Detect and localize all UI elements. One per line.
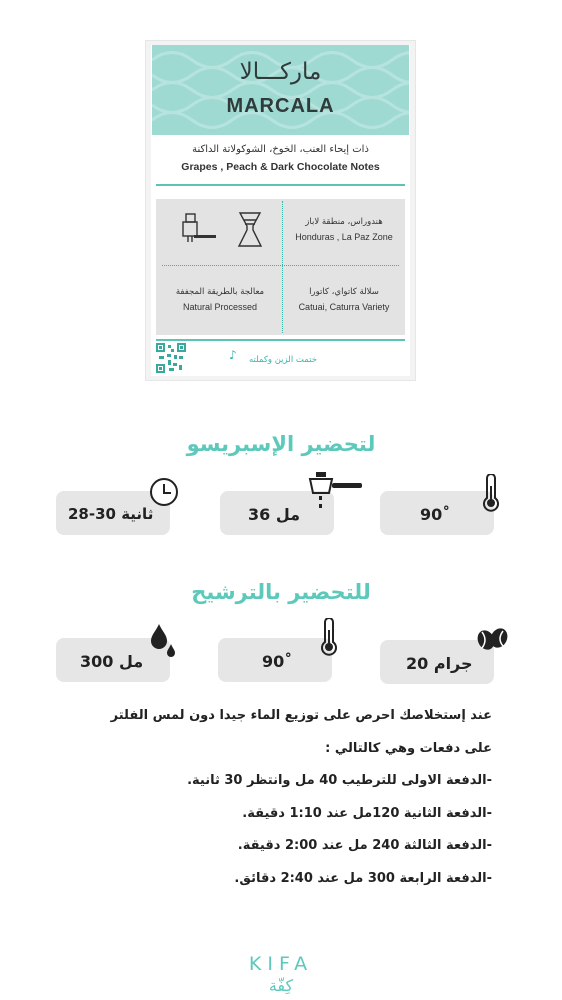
espresso-section-title: لتحضير الإسبريسو [186, 432, 376, 456]
brewing-instructions [32, 700, 492, 895]
brand-logo-english: KIFA [248, 953, 314, 975]
tasting-notes-english: Grapes , Peach & Dark Chocolate Notes [181, 161, 380, 173]
brand-logo-arabic: كِفّة [268, 976, 294, 995]
vertical-divider [282, 201, 283, 333]
instruction-line: على دفعات وهي كالتالي : [325, 740, 492, 756]
filter-temperature-pill [218, 638, 332, 682]
portafilter-icon [306, 470, 364, 514]
variety-cell [286, 287, 402, 312]
horizontal-divider [162, 265, 399, 266]
label-banner [152, 45, 409, 135]
process-arabic: معالجة بالطريقة المجففة [175, 287, 265, 297]
coffee-name-english: MARCALA [226, 95, 335, 117]
variety-english: Catuai, Caturra Variety [298, 302, 390, 312]
espresso-temperature-value: 90˚ [420, 505, 451, 524]
origin-arabic: هندوراس، منطقة لاباز [305, 217, 383, 227]
instruction-line: -الدفعة الثالثة 240 مل عند 2:00 دقيقة. [237, 838, 492, 853]
tasting-notes-arabic: ذات إيحاء العنب، الخوخ، الشوكولاتة الداكنة [192, 144, 369, 155]
instruction-line: -الدفعة الاولى للترطيب 40 مل وانتظر 30 ثانية. [187, 773, 492, 788]
divider-line [156, 184, 405, 186]
origin-cell [286, 217, 402, 242]
coffee-name-arabic: ماركـــالا [239, 59, 322, 85]
variety-arabic: سلالة كاتواي، كاتورا [309, 287, 379, 297]
divider-line-bottom [156, 339, 405, 341]
chemex-icon [236, 211, 266, 251]
process-english: Natural Processed [182, 302, 258, 312]
instruction-line: -الدفعة الرابعة 300 مل عند 2:40 دقائق. [234, 870, 492, 886]
origin-english: Honduras , La Paz Zone [295, 232, 393, 242]
filter-water-value: 300 مل [80, 652, 144, 671]
coffee-beans-icon [476, 627, 508, 651]
instruction-line: -الدفعة الثانية 120مل عند 1:10 دقيقة. [242, 805, 492, 821]
label-footer-text: ختمت الزين وكملته [249, 355, 317, 365]
espresso-yield-value: 36 مل [248, 505, 301, 524]
thermometer-icon [480, 474, 502, 512]
music-note-icon: ♪ [229, 348, 237, 362]
espresso-temperature-pill [380, 491, 494, 535]
process-cell [160, 287, 280, 312]
label-inner [151, 45, 410, 376]
coffee-label-card [145, 40, 416, 381]
thermometer-icon [318, 618, 340, 656]
qr-code-icon[interactable] [156, 343, 186, 373]
filter-temperature-value: 90˚ [262, 652, 293, 671]
water-drops-icon [148, 622, 178, 658]
clock-icon [148, 476, 180, 508]
brew-methods-icons [180, 211, 270, 251]
instruction-line: عند إستخلاصك احرص على توزيع الماء جيدا دون لمس الفلتر [110, 708, 492, 723]
filter-coffee-value: 20 جرام [406, 654, 473, 673]
filter-section-title: للتحضير بالترشيح [191, 580, 371, 604]
espresso-time-value: 28-30 ثانية [68, 505, 154, 523]
info-grid [156, 199, 405, 335]
